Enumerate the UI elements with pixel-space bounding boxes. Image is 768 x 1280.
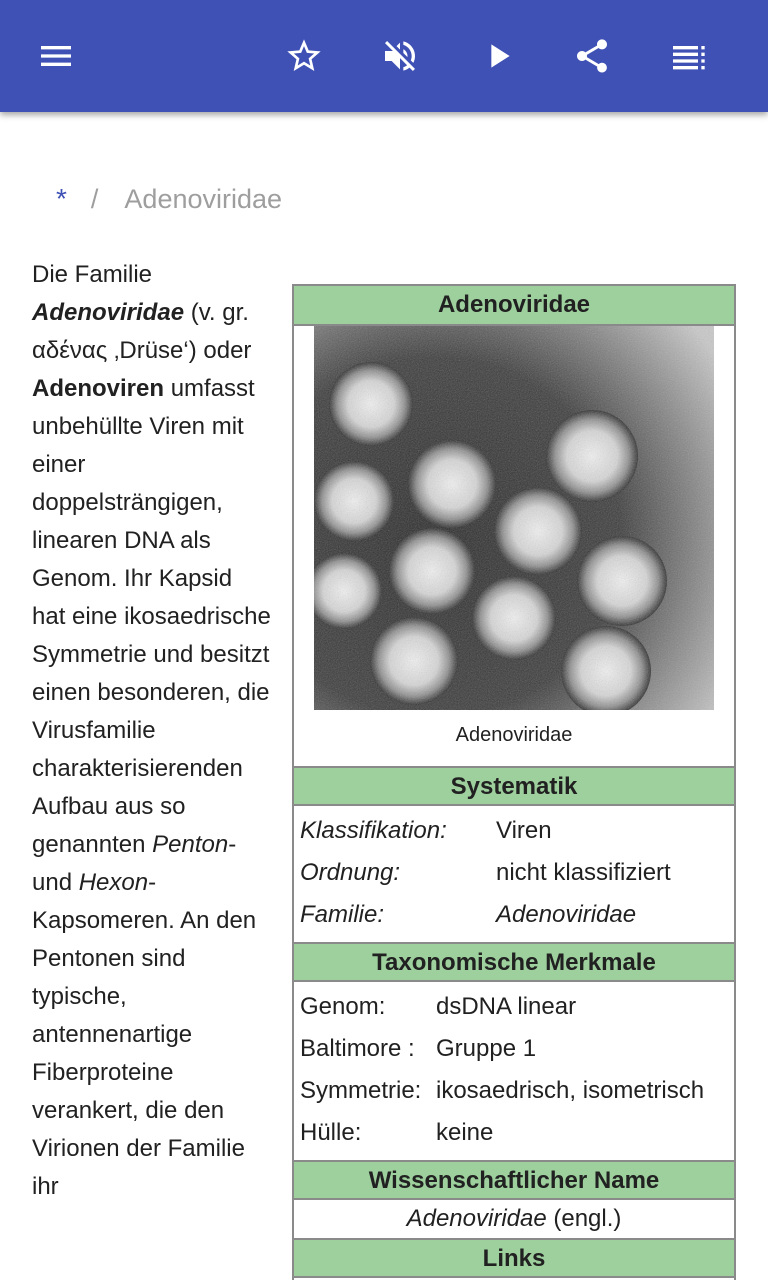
image-caption: Adenoviridae [455,724,573,746]
systematik-row [300,810,734,852]
row-label: Symmetrie: [300,1077,422,1104]
star-outline-icon[interactable] [276,28,332,84]
systematik-table [294,806,734,942]
article-term-adenoviren: Adenoviren [32,375,165,402]
article-text-part: -Kapsomeren. An den Pentonen sind typische, antennenartige Fiberproteine verankert, die den Virionen der Familie ihr [32,869,257,1200]
row-value: keine [436,1119,494,1146]
article-text-part: umfasst unbehüllte Viren mit einer doppelsträngigen, linearen DNA als Genom. Ihr Kapsid hat eine ikosaedrische Symmetrie und besitzt einen besonderen, die Virusfamilie charakterisierenden Aufbau aus so genannten [32,375,271,858]
row-value[interactable]: Viren [496,817,552,844]
row-label: Familie: [300,901,385,928]
article-text-part: (v. gr. αδένας ‚Drüse‘) oder [32,299,252,364]
scientific-name-value: Adenoviridae [406,1205,547,1232]
scientific-name [294,1200,734,1238]
breadcrumb-separator: / [90,183,99,214]
taxonomy-header: Taxonomische Merkmale [294,942,734,982]
row-label: Hülle: [300,1119,362,1146]
systematik-header: Systematik [294,766,734,806]
article-term-penton: Penton [152,831,229,858]
share-icon[interactable] [564,28,620,84]
article-text [32,256,272,1206]
row-label: Genom: [300,993,386,1020]
article-text-part: - und [32,831,237,896]
breadcrumb-root-link[interactable]: * [56,183,67,214]
article-term-adenoviridae: Adenoviridae [32,299,185,326]
article-text-part: Die Familie [32,261,153,288]
taxonomy-row [300,1028,734,1070]
playlist-icon[interactable] [660,28,716,84]
breadcrumb [56,182,282,216]
row-value: Adenoviridae [496,901,637,928]
play-icon[interactable] [470,28,526,84]
links-header: Links [294,1238,734,1278]
row-value: Gruppe 1 [436,1035,537,1062]
infobox [292,284,736,1280]
scientific-name-header: Wissenschaftlicher Name [294,1160,734,1200]
breadcrumb-current: Adenoviridae [124,183,283,214]
app-toolbar [0,0,768,112]
systematik-row [300,852,734,894]
virus-micrograph-image[interactable] [314,326,714,710]
taxonomy-row [300,986,734,1028]
row-value: dsDNA linear [436,993,577,1020]
article-term-hexon: Hexon [78,869,149,896]
row-label: Ordnung: [300,859,401,886]
systematik-row [300,894,734,936]
scientific-name-suffix: (engl.) [546,1205,622,1232]
taxonomy-table [294,982,734,1160]
row-label: Baltimore : [300,1035,415,1062]
row-value: ikosaedrisch, isometrisch [436,1077,705,1104]
hamburger-menu-icon[interactable] [28,28,84,84]
infobox-title: Adenoviridae [294,286,734,326]
taxonomy-row [300,1112,734,1154]
volume-off-icon[interactable] [372,28,428,84]
row-value: nicht klassifiziert [496,859,671,886]
row-label: Klassifikation: [300,817,447,844]
taxonomy-row [300,1070,734,1112]
